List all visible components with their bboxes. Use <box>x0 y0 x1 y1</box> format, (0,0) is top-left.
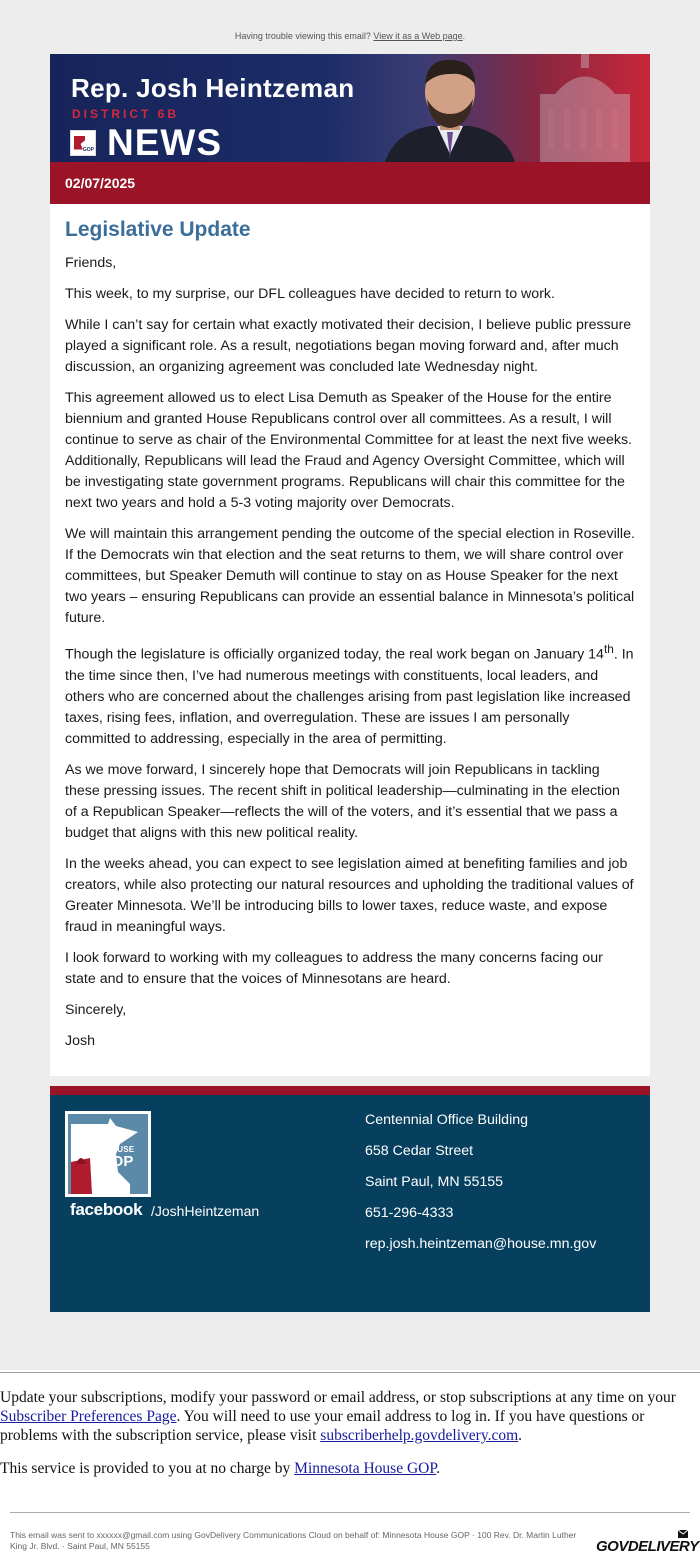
view-online-text: Having trouble viewing this email? <box>234 31 371 41</box>
divider <box>10 1512 690 1513</box>
provider-text: . <box>436 1460 441 1477</box>
minnesota-house-gop-link[interactable]: Minnesota House GOP <box>294 1460 437 1477</box>
gop-logo-icon <box>70 130 96 156</box>
representative-name: Rep. Josh Heintzeman <box>71 73 355 103</box>
footer-divider <box>50 1086 650 1095</box>
ordinal-suffix: th <box>603 642 614 656</box>
paragraph <box>65 639 635 750</box>
provider-paragraph <box>0 1459 700 1478</box>
representative-portrait <box>385 54 515 162</box>
fine-print: This email was sent to xxxxxx@gmail.com using GovDelivery Communications Cloud on behalf of: Minnesota House GOP · 100 Rev. Dr. Martin Luther King Jr. Blvd. · Saint Paul, MN 55155 <box>10 1530 577 1551</box>
date-bar: 02/07/2025 <box>50 162 650 204</box>
paragraph: While I can’t say for certain what exactly motivated their decision, I believe public pressure played a significant role. As a result, negotiations began moving forward and, after much discussion, an organizing agreement was concluded late Wednesday night. <box>65 317 632 375</box>
gop-text: GOP <box>100 1152 134 1170</box>
subscription-text: . You will need to use your email address to log in. If you have questions or problems with the subscription service, please visit <box>0 1408 645 1444</box>
view-online-notice <box>0 31 700 41</box>
greeting: Friends, <box>65 255 117 271</box>
paragraph: As we move forward, I sincerely hope that Democrats will join Republicans in tackling these pressing issues. The recent shift in political leadership—culminating in the election of a Republican Speaker—reflects the will of the voters, and it’s essential that we pass a budget that aligns with this new political reality. <box>65 761 620 841</box>
facebook-logo-icon[interactable]: facebook <box>70 1199 143 1219</box>
facebook-handle-link[interactable]: /JoshHeintzeman <box>151 1202 260 1219</box>
govdelivery-logo[interactable]: GOVDELIVERY <box>596 1538 699 1555</box>
news-heading: NEWS <box>107 122 222 162</box>
paragraph: I look forward to working with my colleagues to address the many concerns facing our state and to ensure that the voices of Minnesotans are heard. <box>65 949 603 987</box>
gop-logo-text: GOP <box>82 146 94 153</box>
subscriber-help-link[interactable]: subscriberhelp.govdelivery.com <box>320 1427 519 1444</box>
article-title: Legislative Update <box>65 218 251 241</box>
subscription-text: Update your subscriptions, modify your password or email address, or stop subscriptions at any time on your <box>0 1389 676 1406</box>
subscription-text: . <box>518 1427 523 1444</box>
envelope-icon <box>678 1530 688 1538</box>
provider-text: This service is provided to you at no charge by <box>0 1460 295 1477</box>
paragraph: In the weeks ahead, you can expect to see legislation aimed at benefiting families and job creators, while also protecting our natural resources and upholding the traditional values of Greater Minnesota. We’ll be introducing bills to lower taxes, reduce waste, and expose fraud in meaningful ways. <box>65 855 634 935</box>
office-building: Centennial Office Building <box>365 1111 528 1128</box>
signature: Josh <box>65 1032 95 1049</box>
view-online-suffix: . <box>462 31 466 41</box>
subscription-paragraph <box>0 1388 700 1445</box>
news-title-row <box>70 124 222 161</box>
city-state-zip: Saint Paul, MN 55155 <box>365 1173 504 1190</box>
paragraph: We will maintain this arrangement pending the outcome of the special election in Roseville. If the Democrats win that election and the seat returns to them, we will share control over committees, but Speaker Demuth will continue to stay on as House Speaker for the next two years – ensuring Republicans can provide an essential balance in Minnesota’s political future. <box>65 526 635 626</box>
subscription-info <box>0 1388 700 1492</box>
view-web-page-link[interactable]: View it as a Web page <box>373 31 463 41</box>
district-label: DISTRICT 6B <box>72 107 180 121</box>
mn-house-gop-logo <box>65 1111 151 1197</box>
newsletter <box>50 54 650 1312</box>
closing: Sincerely, <box>65 1001 127 1018</box>
header-banner <box>50 54 650 162</box>
paragraph: This agreement allowed us to elect Lisa Demuth as Speaker of the House for the entire biennium and granted House Republicans control over all committees. As a result, I will continue to serve as chair of the Environmental Committee for at least the next five weeks. Additionally, Republicans will lead the Fraud and Agency Oversight Committee, which will be investigating state government programs. Republicans will chair this committee for the next two years and hold a 5-3 voting majority over Democrats. <box>65 390 632 511</box>
phone-number[interactable]: 651-296-4333 <box>365 1204 454 1221</box>
paragraph-text: . In the time since then, I’ve had numerous meetings with constituents, local leaders, and others who are concerned about the challenges arising from past legislation like increased taxes, rising fees, inflation, and overregulation. These are issues I am personally committed to addressing, especially in the area of permitting. <box>65 646 634 747</box>
divider <box>0 1372 700 1373</box>
paragraph: This week, to my surprise, our DFL colleagues have decided to return to work. <box>65 286 555 302</box>
contact-footer <box>50 1095 650 1312</box>
contact-info <box>365 1112 596 1267</box>
street-address: 658 Cedar Street <box>365 1142 474 1159</box>
subscriber-preferences-link[interactable]: Subscriber Preferences Page <box>0 1408 177 1425</box>
paragraph-text: Though the legislature is officially organized today, the real work began on January 14 <box>65 646 604 663</box>
article-body <box>50 204 650 1076</box>
mn-house-text: MNHOUSE <box>92 1144 135 1154</box>
email-address[interactable]: rep.josh.heintzeman@house.mn.gov <box>365 1235 597 1252</box>
